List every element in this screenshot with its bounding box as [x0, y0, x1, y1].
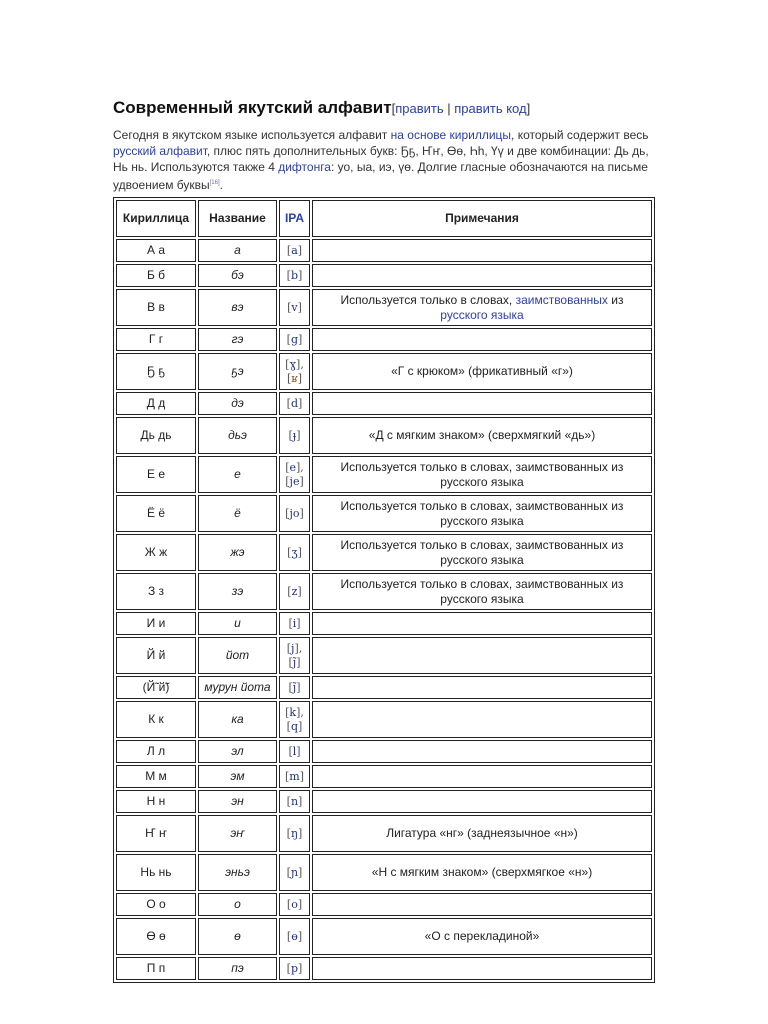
ipa-bracket: ,	[300, 705, 304, 719]
ipa-bracket: ]	[297, 371, 302, 385]
note-text: из	[607, 292, 624, 307]
notes-cell	[312, 740, 652, 763]
ipa-link[interactable]: g	[290, 332, 299, 346]
ipa-cell	[279, 854, 310, 891]
ipa-bracket: ]	[296, 744, 301, 758]
ipa-cell	[279, 328, 310, 351]
ipa-bracket: ]	[296, 705, 301, 719]
ipa-link[interactable]: q	[290, 719, 299, 733]
ipa-bracket: ]	[298, 332, 303, 346]
ipa-cell	[279, 612, 310, 635]
ipa-link[interactable]: d	[290, 396, 299, 410]
ipa-bracket: ]	[296, 655, 301, 669]
letter-cell: А а	[116, 239, 196, 262]
ipa-bracket: [	[286, 929, 292, 943]
ipa-bracket: ]	[298, 719, 303, 733]
ipa-link[interactable]: z	[291, 584, 298, 598]
name-cell: дэ	[198, 392, 277, 415]
name-cell: эн	[198, 790, 277, 813]
letter-cell: Й й	[116, 637, 196, 674]
table-row	[116, 328, 652, 351]
ipa-bracket: ]	[297, 545, 302, 559]
letter-cell: О о	[116, 893, 196, 916]
letter-cell: Ж ж	[116, 534, 196, 571]
ipa-bracket: ]	[297, 243, 303, 257]
letter-cell: Д д	[116, 392, 196, 415]
name-cell: а	[198, 239, 277, 262]
ipa-cell	[279, 417, 310, 454]
ipa-bracket: ]	[297, 300, 302, 314]
ipa-link[interactable]: ɲ	[290, 865, 299, 879]
notes-cell	[312, 957, 652, 980]
alphabet-table	[113, 197, 655, 983]
letter-cell: Ө ө	[116, 918, 196, 955]
ipa-bracket: ]	[298, 826, 303, 840]
ipa-link[interactable]: i	[292, 616, 297, 630]
ipa-bracket: [	[286, 243, 292, 257]
table-row	[116, 289, 652, 326]
ipa-cell	[279, 765, 310, 788]
ipa-cell	[279, 790, 310, 813]
ipa-bracket: ]	[298, 961, 303, 975]
notes-cell	[312, 239, 652, 262]
table-row	[116, 264, 652, 287]
table-header-row	[116, 200, 652, 237]
edit-code-link[interactable]: править код	[454, 101, 527, 116]
intro-text: , плюс пять дополнительных букв: Ҕҕ, Ҥҥ, Өө, Һһ, Үү и две комбинации: Дь дь, Нь нь. Используются также 4	[113, 144, 649, 174]
edit-bracket-close: ]	[526, 101, 531, 116]
letter-cell: К к	[116, 701, 196, 738]
ipa-cell	[279, 637, 310, 674]
ipa-bracket: [	[286, 719, 291, 733]
table-row	[116, 918, 652, 955]
ipa-bracket: [	[287, 584, 292, 598]
edit-link[interactable]: править	[395, 101, 444, 116]
table-row	[116, 353, 652, 390]
name-cell: дьэ	[198, 417, 277, 454]
letter-cell: (Й̃ й̃)	[116, 676, 196, 699]
ipa-bracket: [	[285, 460, 290, 474]
letter-cell: В в	[116, 289, 196, 326]
ipa-bracket: ,	[298, 641, 303, 655]
table-row	[116, 815, 652, 852]
ipa-bracket: ]	[298, 268, 303, 282]
ipa-link[interactable]: j̃	[292, 655, 297, 669]
name-cell: ҕэ	[198, 353, 277, 390]
name-cell: мурун йота	[198, 676, 277, 699]
table-row	[116, 740, 652, 763]
table-row	[116, 957, 652, 980]
name-cell: вэ	[198, 289, 277, 326]
ipa-bracket: [	[288, 680, 293, 694]
ipa-link[interactable]: ɣ	[289, 357, 297, 371]
ipa-bracket: ]	[294, 641, 299, 655]
table-row	[116, 637, 652, 674]
ipa-bracket: [	[287, 300, 292, 314]
ipa-link[interactable]: k	[289, 705, 297, 719]
table-row	[116, 790, 652, 813]
header-name: Название	[198, 200, 277, 237]
name-cell: е	[198, 456, 277, 493]
intro-text: : уо, ыа, иэ, үө. Долгие гласные обозначаются на письме удвоением буквы	[113, 160, 648, 192]
notes-cell: Используется только в словах, заимствованных из русского языка	[312, 456, 652, 493]
letter-cell: Г г	[116, 328, 196, 351]
notes-cell: Используется только в словах, заимствованных из русского языка	[312, 573, 652, 610]
name-cell: гэ	[198, 328, 277, 351]
ipa-bracket: [	[285, 506, 290, 520]
table-row	[116, 392, 652, 415]
notes-cell	[312, 701, 652, 738]
notes-cell	[312, 637, 652, 674]
letter-cell: Ҥ ҥ	[116, 815, 196, 852]
ipa-bracket: [	[285, 357, 290, 371]
table-row	[116, 417, 652, 454]
name-cell: бэ	[198, 264, 277, 287]
ipa-bracket: [	[288, 655, 293, 669]
ipa-cell	[279, 353, 310, 390]
ipa-bracket: ,	[300, 357, 304, 371]
ipa-bracket: [	[286, 268, 291, 282]
ipa-bracket: [	[286, 961, 291, 975]
letter-cell: Б б	[116, 264, 196, 287]
ipa-bracket: [	[286, 794, 291, 808]
ipa-bracket: [	[288, 616, 293, 630]
ipa-cell	[279, 239, 310, 262]
ipa-cell	[279, 264, 310, 287]
letter-cell: М м	[116, 765, 196, 788]
name-cell: о	[198, 893, 277, 916]
ipa-bracket: [	[284, 769, 290, 783]
notes-cell: «Н с мягким знаком» (сверхмягкое «н»)	[312, 854, 652, 891]
ipa-bracket: ]	[299, 506, 304, 520]
ipa-bracket: [	[286, 865, 291, 879]
ipa-bracket: [	[285, 705, 290, 719]
ipa-bracket: [	[286, 396, 291, 410]
ipa-cell	[279, 740, 310, 763]
table-row	[116, 573, 652, 610]
ipa-link[interactable]: m	[289, 769, 300, 783]
notes-cell	[312, 765, 652, 788]
table-body	[116, 239, 652, 980]
table-row	[116, 765, 652, 788]
ipa-bracket: [	[286, 332, 291, 346]
header-letter: Кириллица	[116, 200, 196, 237]
ipa-link[interactable]: ɟ	[292, 428, 297, 442]
notes-cell	[312, 790, 652, 813]
ipa-bracket: ]	[298, 865, 303, 879]
intro-text: Сегодня в якутском языке используется алфавит	[113, 128, 391, 142]
ipa-bracket: ]	[298, 396, 303, 410]
notes-cell	[312, 328, 652, 351]
notes-cell	[312, 392, 652, 415]
cyrillic-link[interactable]: на основе кириллицы	[390, 128, 512, 142]
ipa-bracket: [	[286, 897, 292, 911]
ipa-link[interactable]: je	[289, 474, 300, 488]
note-text: Используется только в словах,	[340, 292, 516, 307]
notes-cell: Используется только в словах, заимствованных из русского языка	[312, 495, 652, 532]
ipa-link[interactable]: n	[290, 794, 299, 808]
borrowed-link[interactable]: заимствованных	[515, 292, 608, 307]
section-title: Современный якутский алфавит	[113, 98, 392, 117]
letter-cell: Н н	[116, 790, 196, 813]
ipa-link[interactable]: j	[291, 641, 295, 655]
letter-cell: Ё ё	[116, 495, 196, 532]
ipa-link[interactable]: ŋ	[290, 826, 299, 840]
name-cell: пэ	[198, 957, 277, 980]
ipa-link[interactable]: b	[290, 268, 299, 282]
ipa-link[interactable]: ʒ	[291, 545, 298, 559]
ipa-bracket: ]	[299, 769, 305, 783]
table-row	[116, 893, 652, 916]
ipa-bracket: [	[287, 371, 292, 385]
ipa-cell	[279, 495, 310, 532]
notes-cell	[312, 289, 652, 326]
ipa-cell	[279, 456, 310, 493]
reference-link[interactable]: [16]	[209, 180, 220, 186]
table-row	[116, 612, 652, 635]
table-row	[116, 239, 652, 262]
ipa-bracket: ]	[296, 357, 301, 371]
name-cell: и	[198, 612, 277, 635]
ipa-cell	[279, 918, 310, 955]
ipa-bracket: ]	[296, 460, 301, 474]
ipa-bracket: ]	[299, 474, 304, 488]
ipa-link[interactable]: ʁ	[291, 371, 298, 385]
name-cell: жэ	[198, 534, 277, 571]
notes-cell	[312, 264, 652, 287]
ipa-bracket: ]	[297, 584, 302, 598]
notes-cell	[312, 893, 652, 916]
name-cell: эньэ	[198, 854, 277, 891]
ipa-bracket: ]	[297, 929, 303, 943]
table-row	[116, 456, 652, 493]
letter-cell: Нь нь	[116, 854, 196, 891]
letter-cell: Ҕ ҕ	[116, 353, 196, 390]
ipa-cell	[279, 701, 310, 738]
section-heading	[113, 98, 673, 118]
ipa-bracket: ]	[298, 794, 303, 808]
ipa-link[interactable]: e	[289, 460, 296, 474]
intro-paragraph	[113, 127, 653, 193]
notes-cell: Используется только в словах, заимствованных из русского языка	[312, 534, 652, 571]
diphthong-link[interactable]: дифтонга	[278, 160, 331, 174]
russian-language-link[interactable]: русского языка	[440, 307, 524, 322]
notes-cell: «Г с крюком» (фрикативный «г»)	[312, 353, 652, 390]
name-cell: ө	[198, 918, 277, 955]
ipa-bracket: [	[287, 545, 292, 559]
name-cell: эҥ	[198, 815, 277, 852]
ipa-cell	[279, 573, 310, 610]
intro-text: , который содержит весь	[511, 128, 649, 142]
ipa-cell	[279, 676, 310, 699]
ipa-bracket: ]	[296, 616, 301, 630]
ipa-bracket: [	[288, 744, 293, 758]
notes-cell	[312, 676, 652, 699]
ipa-cell	[279, 534, 310, 571]
table-row	[116, 495, 652, 532]
table-row	[116, 676, 652, 699]
ipa-bracket: [	[286, 826, 291, 840]
name-cell: зэ	[198, 573, 277, 610]
ipa-cell	[279, 893, 310, 916]
ipa-bracket: ]	[296, 680, 301, 694]
ipa-bracket: [	[286, 641, 292, 655]
name-cell: ё	[198, 495, 277, 532]
notes-cell: «Д с мягким знаком» (сверхмягкий «дь»)	[312, 417, 652, 454]
table-row	[116, 534, 652, 571]
ipa-cell	[279, 815, 310, 852]
ipa-link[interactable]: l	[292, 744, 297, 758]
ipa-link[interactable]: a	[291, 243, 298, 257]
ipa-link[interactable]: j̃	[292, 680, 297, 694]
name-cell: эл	[198, 740, 277, 763]
ipa-cell	[279, 289, 310, 326]
notes-cell: «О с перекладиной»	[312, 918, 652, 955]
notes-cell	[312, 612, 652, 635]
edit-bracket-open: [	[391, 101, 396, 116]
ipa-link[interactable]: p	[290, 961, 299, 975]
table-row	[116, 854, 652, 891]
letter-cell: Е е	[116, 456, 196, 493]
letter-cell: П п	[116, 957, 196, 980]
ipa-bracket: [	[288, 428, 293, 442]
intro-text: .	[219, 178, 223, 192]
name-cell: ка	[198, 701, 277, 738]
letter-cell: И и	[116, 612, 196, 635]
russian-alphabet-link[interactable]: русский алфавит	[113, 144, 207, 158]
ipa-bracket: ,	[300, 460, 304, 474]
header-ipa[interactable]: IPA	[279, 200, 310, 237]
name-cell: йот	[198, 637, 277, 674]
header-notes: Примечания	[312, 200, 652, 237]
name-cell: эм	[198, 765, 277, 788]
ipa-cell	[279, 957, 310, 980]
letter-cell: З з	[116, 573, 196, 610]
ipa-bracket: [	[285, 474, 290, 488]
ipa-link[interactable]: ɵ	[291, 929, 298, 943]
letter-cell: Л л	[116, 740, 196, 763]
ipa-cell	[279, 392, 310, 415]
ipa-bracket: ]	[297, 897, 303, 911]
edit-links	[392, 101, 531, 116]
table-row	[116, 701, 652, 738]
ipa-bracket: ]	[296, 428, 301, 442]
notes-cell: Лигатура «нг» (заднеязычное «н»)	[312, 815, 652, 852]
letter-cell: Дь дь	[116, 417, 196, 454]
edit-separator: |	[443, 101, 455, 116]
ipa-link[interactable]: v	[291, 300, 298, 314]
ipa-link[interactable]: jo	[289, 506, 300, 520]
ipa-link[interactable]: o	[291, 897, 298, 911]
